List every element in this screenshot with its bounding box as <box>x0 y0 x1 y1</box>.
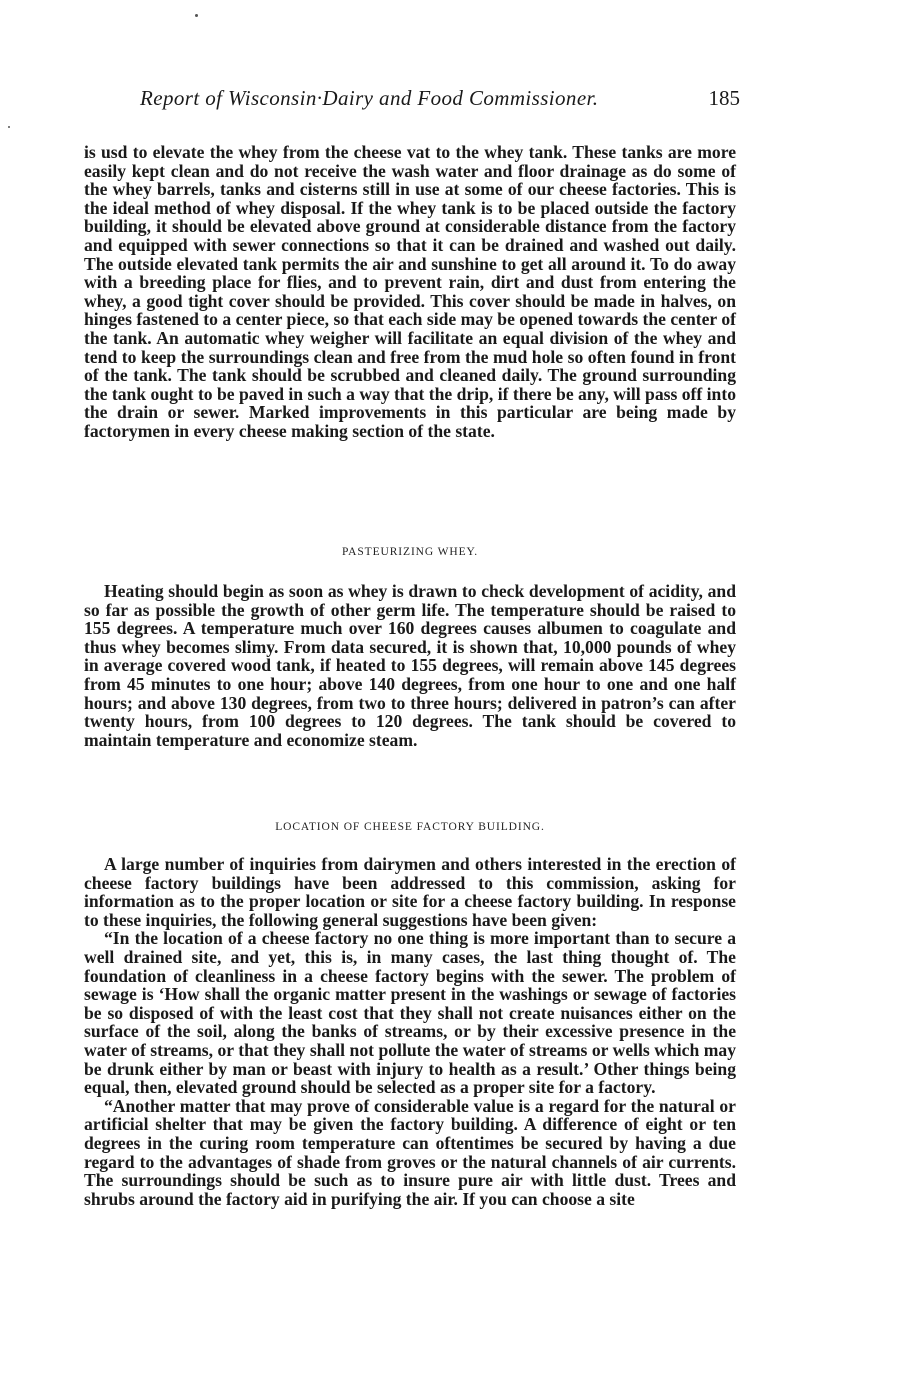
pasteurizing-paragraph: Heating should begin as soon as whey is drawn to check development of acidity, and so far as possible the growth of other germ life. The temperature should be raised to 155 degrees. A temperature much over 160 degrees causes albumen to coagulate and thus whey becomes slimy. From data secured, it is shown that, 10,000 pounds of whey in average covered wood tank, if heated to 155 degrees, will remain above 145 degrees from 45 minutes to one hour; above 140 degrees, from one hour to one and one half hours; and above 130 degrees, from two to three hours; delivered in patron’s can after twenty hours, from 100 degrees to 120 degrees. The tank should be covered to maintain temperature and economize steam. <box>84 581 736 750</box>
pasteurizing-paragraph-block <box>84 582 736 749</box>
running-header <box>140 86 740 111</box>
page-number: 185 <box>708 86 740 110</box>
location-paragraph-block <box>84 855 736 1208</box>
intro-paragraph-block <box>84 143 736 441</box>
scan-speck-top <box>195 14 198 17</box>
intro-paragraph: is usd to elevate the whey from the cheese vat to the whey tank. These tanks are more easily kept clean and do not receive the wash water and floor drainage as do some of the whey barrels, tanks and cisterns still in use at some of our cheese factories. This is the ideal method of whey disposal. If the whey tank is to be placed outside the factory building, it should be elevated above ground at considerable distance from the factory and equipped with sewer connections so that it can be drained and washed out daily. The outside elevated tank permits the air and sunshine to get all around it. To do away with a breeding place for flies, and to prevent rain, dirt and dust from entering the whey, a good tight cover should be provided. This cover should be made in halves, on hinges fastened to a center piece, so that each side may be opened towards the center of the tank. An automatic whey weigher will facilitate an equal division of the whey and tend to keep the surroundings clean and free from the mud hole so often found in front of the tank. The tank should be scrubbed and cleaned daily. The ground surrounding the tank ought to be paved in such a way that the drip, if there be any, will pass off into the drain or sewer. Marked improvements in this particular are being made by factorymen in every cheese making section of the state. <box>84 142 736 441</box>
scan-speck-left <box>8 126 10 128</box>
location-paragraph-3: “Another matter that may prove of considerable value is a regard for the natural or artificial shelter that may be given the factory building. A difference of eight or ten degrees in the curing room temperature can oftentimes be secured by having a due regard to the advantages of shade from groves or the natural channels of air currents. The surroundings should be such as to insure pure air with little dust. Trees and shrubs around the factory aid in purifying the air. If you can choose a site <box>84 1095 736 1209</box>
running-header-title: Report of Wisconsin·Dairy and Food Commissioner. <box>140 86 599 110</box>
section-heading-pasteurizing: PASTEURIZING WHEY. <box>341 546 479 558</box>
section-heading-location: LOCATION OF CHEESE FACTORY BUILDING. <box>275 821 545 833</box>
location-paragraph-1: A large number of inquiries from dairymen and others interested in the erection of cheese factory buildings have been addressed to this commission, asking for information as to the proper location or site for a cheese factory building. In response to these inquiries, the following general suggestions have been given: <box>84 854 736 930</box>
location-paragraph-2: “In the location of a cheese factory no one thing is more important than to secure a well drained site, and yet, this is, in many cases, the last thing thought of. The foundation of cleanliness in a cheese factory begins with the sewer. The problem of sewage is ‘How shall the organic matter present in the washings or sewage of factories be so disposed of with the least cost that they shall not create nuisances either on the surface of the soil, along the banks of streams, or by their excessive presence in the water of streams, or that they shall not pollute the water of streams or wells which may be drunk either by man or beast with injury to health as a result.’ Other things being equal, then, elevated ground should be selected as a proper site for a factory. <box>84 928 736 1098</box>
